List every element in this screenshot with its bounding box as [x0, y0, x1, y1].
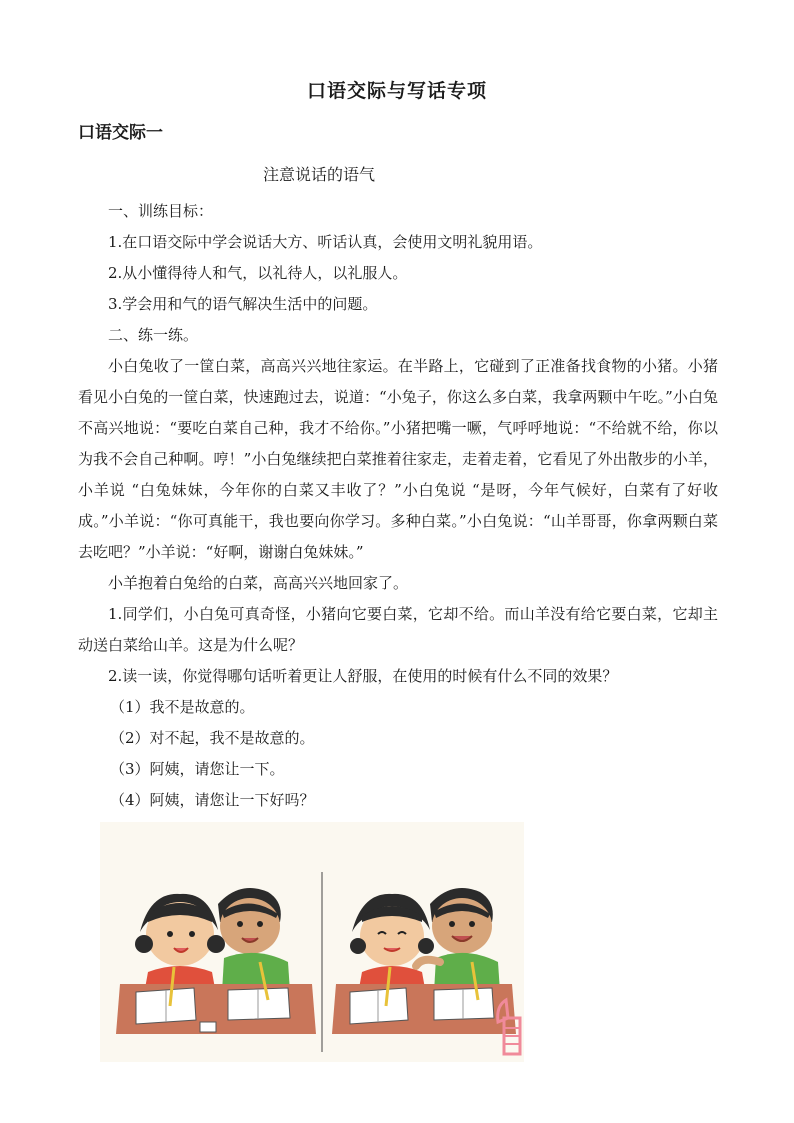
topic-subtitle: 注意说话的语气 [263, 165, 376, 184]
boy-eye [469, 921, 475, 927]
girl-eye [189, 931, 195, 937]
story-paragraph: 小羊抱着白兔给的白菜，高高兴兴地回家了。 [108, 574, 409, 592]
goal-item: 3.学会用和气的语气解决生活中的问题。 [108, 295, 378, 313]
notebook [350, 988, 408, 1024]
girl-eye [167, 931, 173, 937]
girl-ponytail [350, 938, 366, 954]
eraser [200, 1022, 216, 1032]
classroom-illustration [100, 822, 524, 1062]
option-item: （3）阿姨，请您让一下。 [110, 760, 285, 778]
option-item: （4）阿姨，请您让一下好吗？ [110, 791, 315, 809]
question-1: 1.同学们，小白兔可真奇怪，小猪向它要白菜，它却不给。而山羊没有给它要白菜，它却主动送白菜给山羊。这是为什么呢？ [78, 605, 718, 654]
notebook [228, 988, 290, 1020]
goal-item: 1.在口语交际中学会说话大方、听话认真，会使用文明礼貌用语。 [108, 233, 543, 251]
left-panel [116, 888, 316, 1034]
question-2: 2.读一读，你觉得哪句话听着更让人舒服，在使用的时候有什么不同的效果？ [108, 667, 618, 685]
worksheet-body [78, 196, 718, 816]
boy-eye [237, 921, 243, 927]
story-paragraph: 小白兔收了一筐白菜，高高兴兴地往家运。在半路上，它碰到了正准备找食物的小猪。小猪看见小白兔的一筐白菜，快速跑过去，说道：“小兔子，你这么多白菜，我拿两颗中午吃。”小白兔不高兴地说：“要吃白菜自己种，我才不给你。”小猪把嘴一噘，气呼呼地说：“不给就不给，你以为我不会自己种啊。哼！”小白兔继续把白菜推着往家走，走着走着，它看见了外出散步的小羊，小羊说 “白兔妹妹，今年你的白菜又丰收了？”小白兔说 “是呀，今年气候好，白菜有了好收成。”小羊说：“你可真能干，我也要向你学习。多种白菜。”小白兔说：“山羊哥哥，你拿两颗白菜去吃吧？”小羊说：“好啊，谢谢白兔妹妹。” [78, 357, 718, 561]
option-item: （1）我不是故意的。 [110, 698, 255, 716]
girl-ponytail [135, 935, 153, 953]
girl-mouth [384, 948, 400, 951]
notebook [434, 988, 494, 1020]
girl-ponytail [418, 938, 434, 954]
option-item: （2）对不起，我不是故意的。 [110, 729, 315, 747]
goals-heading: 一、训练目标： [108, 202, 214, 220]
goal-item: 2.从小懂得待人和气，以礼待人，以礼服人。 [108, 264, 408, 282]
section-heading: 口语交际一 [78, 123, 163, 143]
practice-heading: 二、练一练。 [108, 326, 199, 344]
page-title: 口语交际与写话专项 [306, 80, 487, 102]
boy-eye [257, 921, 263, 927]
boy-arm [416, 960, 440, 966]
girl-ponytail [207, 935, 225, 953]
right-panel [332, 888, 516, 1034]
boy-eye [449, 921, 455, 927]
illustration-svg [100, 822, 524, 1062]
